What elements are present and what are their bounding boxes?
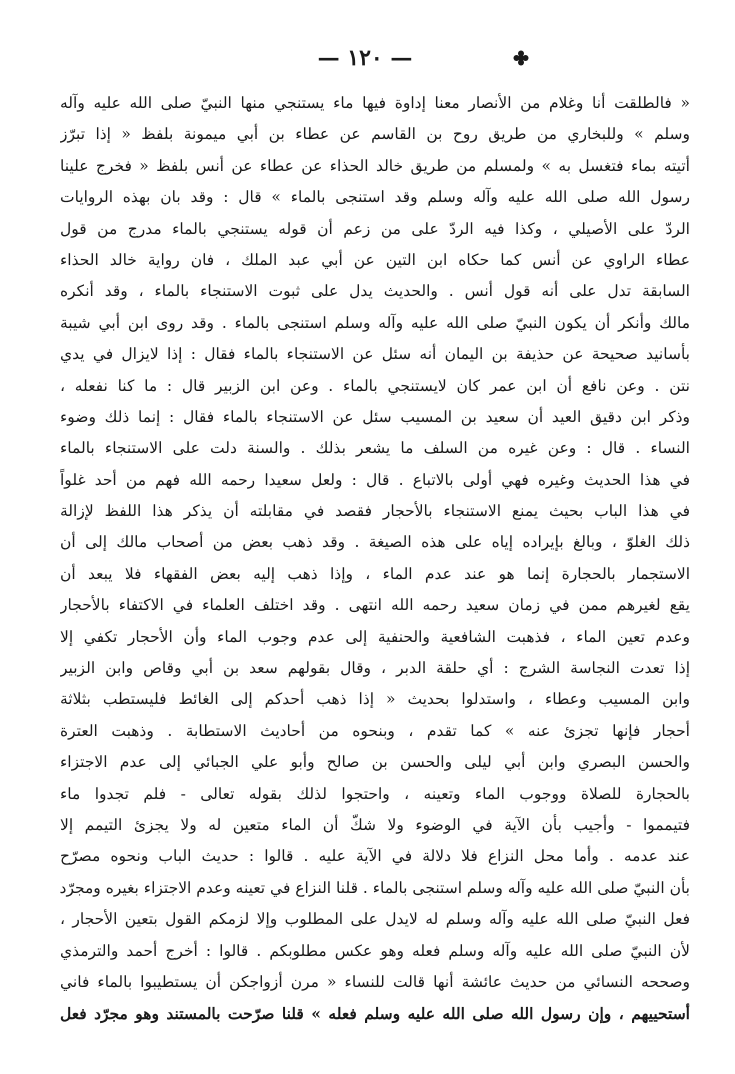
- body-text: [60, 88, 690, 1030]
- text-line: وابن المسيب وعطاء ، واستدلوا بحديث « إذا ذهب أحدكم إلى الغائط فليستطب بثلاثة: [60, 690, 690, 709]
- text-line: رسول الله صلى الله عليه وآله وسلم وقد استنجى بالماء » قال : وقد بان بهذه الروايات: [60, 188, 690, 207]
- text-line: بأسانيد صحيحة عن حذيفة بن اليمان أنه سئل عن الاستنجاء بالماء فقال : إذا لايزال في يدي: [60, 345, 690, 364]
- text-line: وعدم تعين الماء ، فذهبت الشافعية والحنفية إلى عدم وجوب الماء وأن الأحجار تكفي إلا: [60, 627, 690, 646]
- text-line: وسلم » وللبخاري من طريق روح بن القاسم عن عطاء بن أبي ميمونة بلفظ « إذا تبرّز: [60, 125, 690, 144]
- text-line: فعل النبيّ صلى الله عليه وآله وسلم له لايدل على المطلوب وإلا لزمكم القول بتعين الأحجار ،: [60, 910, 690, 929]
- text-line: النساء . قال : وعن غيره من السلف ما يشعر بذلك . والسنة دلت على الاستنجاء بالماء: [60, 439, 690, 458]
- text-line: عند عدمه . وأما محل النزاع فلا دلالة في الآية عليه . قالوا : حديث الباب ونحوه مصرّح: [60, 847, 690, 866]
- text-line: وذكر ابن دقيق العيد أن سعيد بن المسيب سئل عن الاستنجاء بالماء فقال : إنما ذلك وضوء: [60, 407, 690, 426]
- text-line: الردّ على الأصيلي ، وكذا فيه الردّ على من زعم أن قوله يستنجي بالماء مدرج من قول: [60, 219, 690, 238]
- text-line: بالحجارة للصلاة ووجوب الماء وتعينه ، واحتجوا لذلك بقوله تعالى - فلم تجدوا ماء: [60, 784, 690, 803]
- text-line: « فالطلقت أنا وغلام من الأنصار معنا إداوة فيها ماء يستنجي منها النبيّ صلى الله عليه وآله: [60, 94, 690, 112]
- text-line: وصححه النسائي من حديث عائشة أنها قالت للنساء « مرن أزواجكن أن يستطيبوا بالماء فاني: [60, 972, 690, 991]
- text-line: بأن النبيّ صلى الله عليه وآله وسلم استنجى بالماء . قلنا النزاع في تعينه وعدم الاجتزاء بغيره ومجرّد: [60, 878, 690, 897]
- text-line: أستحييهم ، وإن رسول الله صلى الله عليه وسلم فعله » قلنا صرّحت بالمستند وهو مجرّد فعل: [60, 1004, 690, 1024]
- text-line: لأن النبيّ صلى الله عليه وآله وسلم فعله وهو عكس مطلوبكم . قالوا : أخرج أحمد والترمذي: [60, 941, 690, 960]
- text-line: السابقة تدل على أنه قول أنس . والحديث يدل على ثبوت الاستنجاء بالماء ، وقد أنكره: [60, 282, 690, 301]
- text-line: عطاء الراوي عن أنس كما حكاه ابن التين عن أبي عبد الملك ، فان رواية خالد الحذاء: [60, 250, 690, 269]
- text-line: فتيمموا - وأجيب بأن الآية في الوضوء ولا شكّ أن الماء متعين له ولا يجزئ التيمم إلا: [60, 815, 690, 834]
- text-line: في هذا الحديث وغيره فهي أولى بالاتباع . قال : ولعل سعيدا رحمه الله فهم من أحد غلواً: [60, 470, 690, 489]
- text-line: والحسن البصري وابن أبي ليلى والحسن بن صالح وأبو علي الجبائي إلى عدم الاجتزاء: [60, 753, 690, 772]
- text-line: يقع لغيرهم ممن في زمان سعيد رحمه الله انتهى . وقد اختلف العلماء في الاكتفاء بالأحجار: [60, 596, 690, 615]
- page-number: — ١٢٠ —: [317, 45, 413, 71]
- text-line: إذا تعدت النجاسة الشرج : أي حلقة الدبر ، وقال بقولهم سعد بن أبي وقاص وابن الزبير: [60, 659, 690, 678]
- text-line: ذلك الغلوّ ، وبالغ بإيراده إياه على هذه الصيغة . وقد ذهب بعض من أصحاب مالك إلى أن: [60, 533, 690, 552]
- text-line: نتن . وعن نافع أن ابن عمر كان لايستنجي بالماء . وعن ابن الزبير قال : ما كنا نفعله ،: [60, 376, 690, 395]
- text-line: أتيته بماء فتغسل به » ولمسلم من طريق خالد الحذاء عن عطاء عن أنس بلفظ « فخرج علينا: [60, 156, 690, 175]
- flower-ornament-icon: [513, 50, 529, 66]
- text-line: الاستجمار بالحجارة إنما هو عند عدم الماء ، وإذا ذهب إليه بعض الفقهاء فلا يبعد أن: [60, 564, 690, 583]
- text-line: أحجار فإنها تجزئ عنه » كما تقدم ، وبنحوه من أحاديث الاستطابة . وذهبت العترة: [60, 721, 690, 740]
- page-header: [0, 40, 735, 76]
- text-line: في هذا الباب بحيث يمنع الاستنجاء بالأحجار فقصد في مقابلته أن يذكر هذا اللفظ لإزالة: [60, 502, 690, 521]
- text-line: مالك وأنكر أن يكون النبيّ صلى الله عليه وآله وسلم استنجى بالماء . وقد روى ابن أبي شيبة: [60, 313, 690, 332]
